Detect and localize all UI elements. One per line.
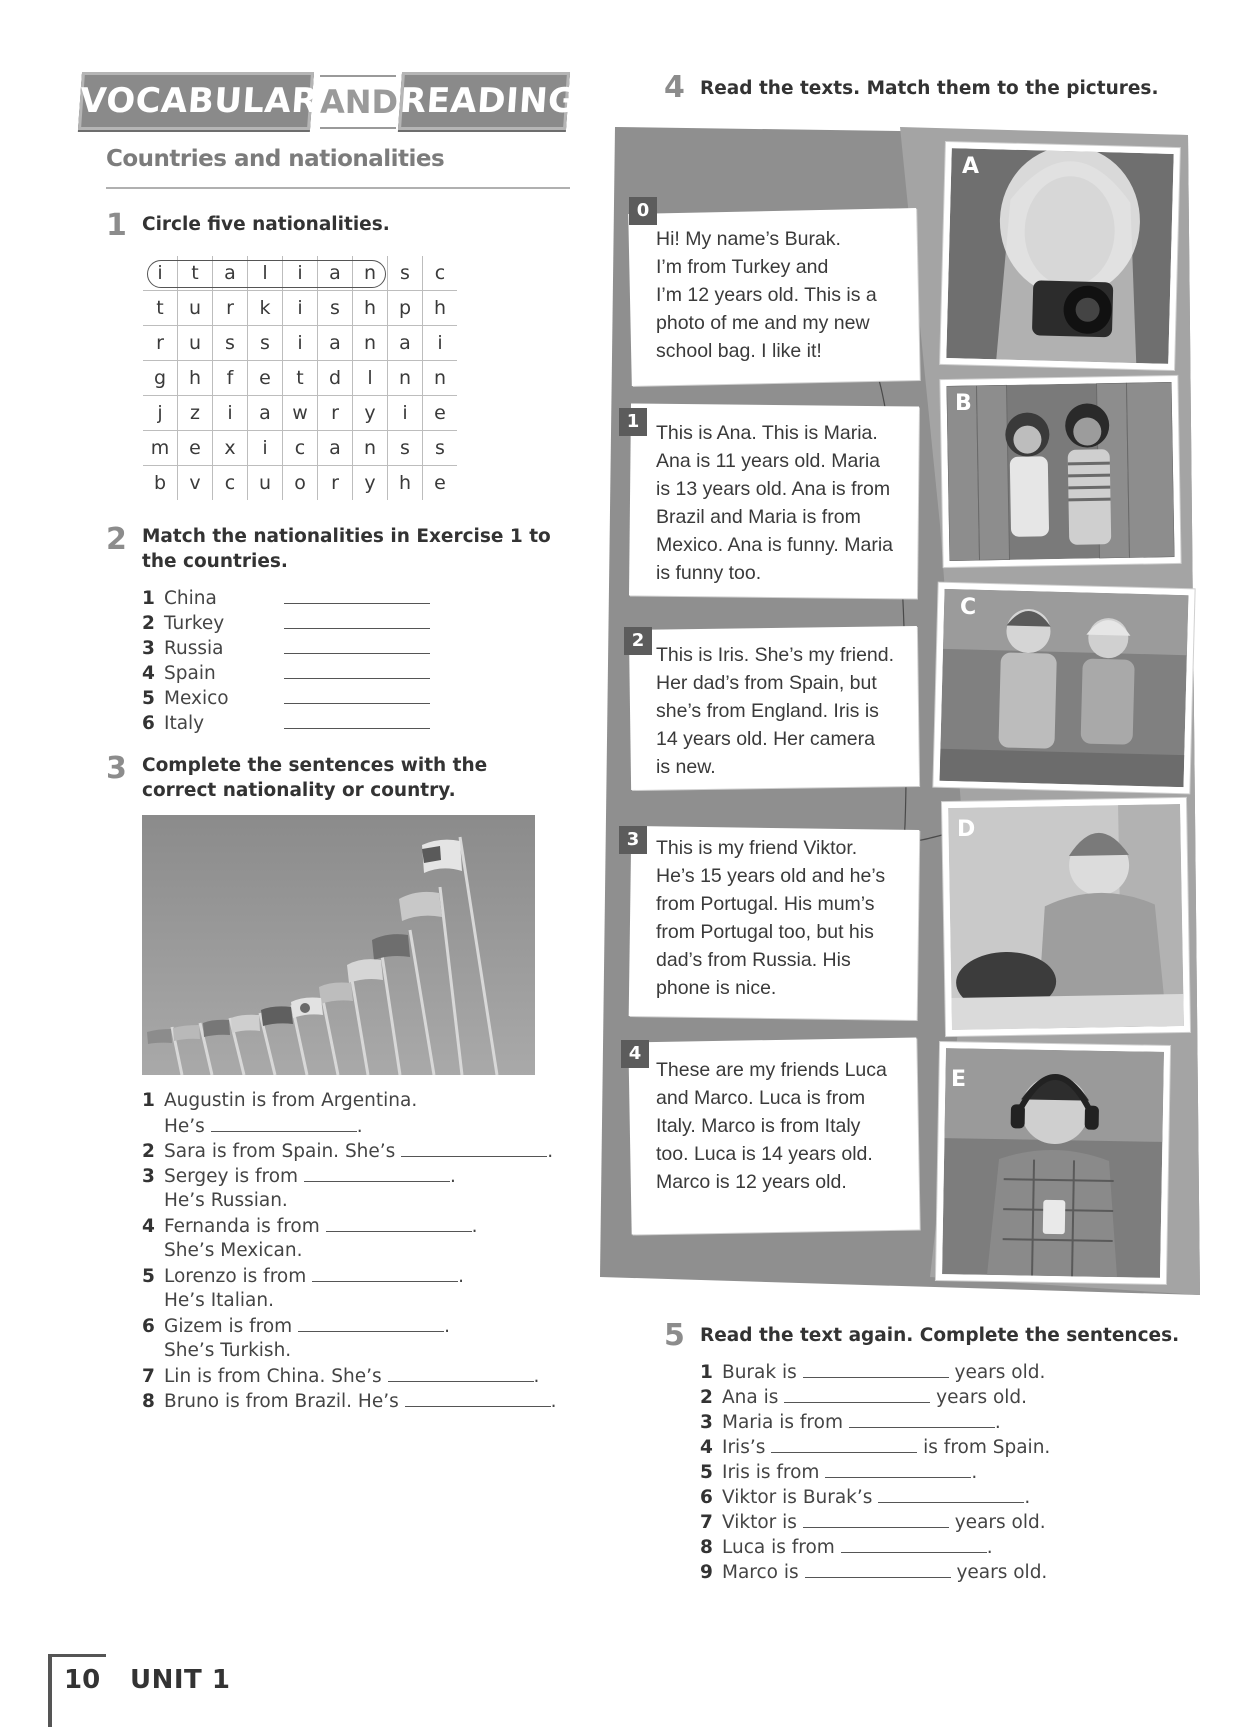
banner-and: AND [320, 75, 396, 129]
item-text-end: years old. [954, 1362, 1046, 1383]
exercise-3-number: 3 [106, 751, 127, 786]
item-number: 4 [700, 1437, 713, 1458]
exercise-4-number: 4 [664, 70, 685, 105]
footer-bar [48, 1654, 52, 1727]
item-number: 5 [142, 688, 155, 709]
answer-blank[interactable] [284, 635, 430, 654]
item-punct: . [471, 1216, 478, 1237]
exercise-3-title: Complete the sentences with the correct nationality or country. [142, 755, 488, 801]
item-text: Burak is [722, 1362, 797, 1383]
grid-cell[interactable]: y [353, 396, 388, 431]
item-punct: . [533, 1366, 540, 1387]
grid-cell[interactable]: i [283, 326, 318, 361]
list-item [700, 1409, 1050, 1434]
item-number: 1 [142, 1090, 155, 1111]
answer-blank[interactable] [803, 1359, 949, 1378]
photo-two-girls [946, 382, 1174, 561]
grid-cell[interactable]: e [434, 472, 446, 494]
photo-girl-camera [946, 148, 1173, 364]
list-item [142, 1313, 557, 1338]
grid-cell[interactable]: s [318, 291, 353, 326]
grid-cell[interactable]: u [248, 466, 283, 501]
picture-d [942, 798, 1190, 1036]
picture-letter: D [957, 817, 976, 842]
grid-cell[interactable]: s [423, 431, 458, 466]
exercise-1-number: 1 [106, 208, 127, 243]
item-text: She’s Turkish. [164, 1340, 292, 1361]
list-item [142, 1138, 557, 1163]
grid-cell[interactable]: r [213, 291, 248, 326]
answer-blank[interactable] [803, 1509, 949, 1528]
footer-rule [48, 1654, 106, 1657]
grid-row [143, 361, 457, 396]
answer-blank[interactable] [304, 1163, 450, 1182]
grid-cell[interactable]: s [213, 326, 248, 361]
exercise-1-title: Circle five nationalities. [142, 214, 390, 235]
grid-cell[interactable]: r [318, 396, 353, 431]
grid-cell[interactable]: e [178, 431, 213, 466]
answer-blank[interactable] [326, 1213, 472, 1232]
answer-blank[interactable] [284, 585, 430, 604]
text-card-body: Hi! My name’s Burak. I’m from Turkey and I’m 12 years old. This is a photo of me and my new school bag. I like it! [656, 228, 877, 362]
exercise-5-number: 5 [664, 1318, 685, 1353]
grid-cell[interactable]: i [388, 396, 423, 431]
item-text: Iris’s [722, 1437, 766, 1458]
grid-row [143, 466, 457, 501]
grid-cell[interactable]: e [248, 361, 283, 396]
grid-cell[interactable]: p [388, 291, 423, 326]
grid-cell[interactable]: t [283, 361, 318, 396]
text-card-body: This is my friend Viktor. He’s 15 years old and he’s from Portugal. His mum’s from Portugal too, but his dad’s from Russia. His phone is nice. [656, 837, 886, 999]
word-search-grid [143, 256, 457, 500]
item-text: Iris is from [722, 1462, 820, 1483]
list-item [142, 660, 430, 685]
grid-cell[interactable]: i [143, 256, 178, 291]
photo-boy-bag [948, 804, 1184, 1030]
picture-b [940, 376, 1180, 567]
banner-vocabulary-label: VOCABULARY [78, 81, 343, 121]
answer-blank[interactable] [849, 1409, 995, 1428]
answer-blank[interactable] [878, 1484, 1024, 1503]
item-number: 6 [700, 1487, 713, 1508]
grid-cell[interactable]: l [353, 361, 388, 396]
grid-row [143, 431, 457, 466]
list-item [142, 1263, 557, 1288]
item-text: He’s Italian. [164, 1290, 274, 1311]
exercise-5-title: Read the text again. Complete the sentences. [700, 1325, 1180, 1346]
grid-cell[interactable]: i [423, 326, 458, 361]
item-number: 6 [142, 713, 155, 734]
item-text-end: . [986, 1537, 993, 1558]
grid-cell[interactable]: i [283, 291, 318, 326]
exercise-2-title: Match the nationalities in Exercise 1 to the countries. [142, 526, 551, 572]
item-punct: . [547, 1141, 554, 1162]
item-country: Turkey [164, 613, 225, 634]
picture-letter: C [960, 595, 977, 620]
grid-cell[interactable]: i [248, 431, 283, 466]
item-number: 7 [142, 1366, 155, 1387]
grid-cell[interactable]: c [213, 466, 248, 501]
grid-cell[interactable]: e [423, 396, 458, 431]
answer-blank[interactable] [298, 1313, 444, 1332]
grid-cell[interactable]: f [213, 361, 248, 396]
banner-reading-label: READING [398, 81, 578, 121]
flags-illustration [142, 815, 535, 1075]
list-item [700, 1509, 1050, 1534]
text-card-body: This is Ana. This is Maria. Ana is 11 years old. Maria is 13 years old. Ana is from Brazil and Maria is from Mexico. Ana is funny. Maria is funny too. [656, 422, 893, 584]
answer-blank[interactable] [284, 710, 430, 729]
grid-cell[interactable]: v [178, 466, 213, 501]
item-text: Viktor is Burak’s [722, 1487, 873, 1508]
answer-blank[interactable] [211, 1113, 357, 1132]
grid-cell[interactable]: h [178, 361, 213, 396]
item-text: Sergey is from [164, 1166, 299, 1187]
answer-blank[interactable] [784, 1384, 930, 1403]
item-text-end: years old. [954, 1512, 1046, 1533]
list-item [142, 585, 430, 610]
unit-label: UNIT 1 [130, 1665, 231, 1695]
item-text: Viktor is [722, 1512, 797, 1533]
item-country: Italy [164, 713, 205, 734]
item-text: He’s [164, 1116, 205, 1137]
text-card-number: 2 [624, 627, 652, 655]
list-item [700, 1359, 1050, 1384]
grid-cell[interactable]: a [248, 396, 283, 431]
grid-cell[interactable]: a [318, 326, 353, 361]
item-text: Marco is [722, 1562, 799, 1583]
list-item [700, 1484, 1050, 1509]
picture-letter: A [962, 154, 980, 179]
answer-blank[interactable] [841, 1534, 987, 1553]
list-item [700, 1534, 1050, 1559]
grid-cell[interactable]: h [353, 291, 388, 326]
answer-blank[interactable] [825, 1459, 971, 1478]
item-punct: . [458, 1266, 465, 1287]
list-item [142, 1188, 557, 1213]
item-text: Augustin is from Argentina. [164, 1090, 418, 1111]
answer-blank[interactable] [405, 1388, 551, 1407]
grid-cell[interactable]: h [388, 466, 423, 501]
circled-word-marker [147, 260, 386, 288]
item-punct: . [449, 1166, 456, 1187]
grid-cell[interactable]: y [353, 466, 388, 501]
grid-cell[interactable]: a [388, 326, 423, 361]
page-number: 10 [64, 1665, 101, 1695]
grid-row [143, 326, 457, 361]
item-text: Ana is [722, 1387, 779, 1408]
list-item [700, 1459, 1050, 1484]
item-number: 8 [700, 1537, 713, 1558]
grid-cell[interactable]: i [213, 396, 248, 431]
item-number: 9 [700, 1562, 713, 1583]
grid-cell[interactable]: u [178, 326, 213, 361]
grid-cell[interactable]: m [143, 431, 178, 466]
item-number: 2 [142, 1141, 155, 1162]
grid-cell[interactable]: i [283, 256, 318, 291]
item-number: 3 [142, 638, 155, 659]
photo-boy-headphones [942, 1048, 1164, 1278]
picture-letter: B [955, 391, 972, 416]
item-text-end: . [971, 1462, 978, 1483]
photo-two-boys [940, 589, 1189, 787]
grid-cell[interactable]: x [213, 431, 248, 466]
grid-cell[interactable]: t [143, 291, 178, 326]
grid-cell[interactable]: b [143, 466, 178, 501]
grid-cell[interactable]: n [388, 361, 423, 396]
list-item [142, 1288, 557, 1313]
exercise-5-list [700, 1359, 1050, 1584]
item-country: China [164, 588, 217, 609]
answer-blank[interactable] [388, 1363, 534, 1382]
text-card-body: This is Iris. She’s my friend. Her dad’s from Spain, but she’s from England. Iris is 14 years old. Her camera is new. [656, 644, 895, 778]
answer-blank[interactable] [284, 660, 430, 679]
item-number: 3 [700, 1412, 713, 1433]
list-item [700, 1384, 1050, 1409]
text-card-number: 3 [619, 826, 647, 854]
item-text: Sara is from Spain. She’s [164, 1141, 396, 1162]
banner-vocabulary [78, 72, 343, 130]
grid-cell[interactable]: t [178, 256, 213, 291]
grid-row [143, 396, 457, 431]
grid-cell[interactable]: c [283, 431, 318, 466]
grid-cell[interactable]: n [423, 361, 458, 396]
item-punct: . [550, 1391, 557, 1412]
list-item [142, 685, 430, 710]
list-item [142, 610, 430, 635]
flags-photo [142, 815, 535, 1075]
grid-cell[interactable]: g [143, 361, 178, 396]
grid-cell[interactable]: u [178, 291, 213, 326]
grid-cell[interactable]: a [318, 256, 353, 291]
item-number: 2 [142, 613, 155, 634]
section-subtitle: Countries and nationalities [106, 146, 445, 172]
grid-cell[interactable]: r [143, 326, 178, 361]
answer-blank[interactable] [284, 685, 430, 704]
item-number: 1 [142, 588, 155, 609]
grid-cell[interactable]: z [178, 396, 213, 431]
picture-e [936, 1042, 1170, 1284]
grid-cell[interactable]: n [353, 431, 388, 466]
item-number: 7 [700, 1512, 713, 1533]
subtitle-divider [106, 187, 570, 189]
exercise-3-list [142, 1088, 557, 1413]
answer-blank[interactable] [805, 1559, 951, 1578]
banner-reading [398, 72, 578, 130]
picture-letter: E [951, 1067, 967, 1092]
grid-cell[interactable]: k [248, 291, 283, 326]
list-item [142, 1088, 557, 1113]
grid-cell[interactable]: o [283, 466, 318, 501]
item-text: She’s Mexican. [164, 1240, 303, 1261]
list-item [142, 1338, 557, 1363]
item-number: 2 [700, 1387, 713, 1408]
item-text: Bruno is from Brazil. He’s [164, 1391, 399, 1412]
grid-cell[interactable]: r [318, 466, 353, 501]
text-card-number: 0 [629, 197, 657, 225]
list-item [142, 1388, 557, 1413]
grid-cell[interactable]: s [388, 431, 423, 466]
item-text-end: years old. [936, 1387, 1028, 1408]
grid-cell[interactable]: a [213, 256, 248, 291]
item-text: Lorenzo is from [164, 1266, 307, 1287]
grid-row [143, 291, 457, 326]
item-country: Mexico [164, 688, 229, 709]
item-country: Russia [164, 638, 224, 659]
item-text-end: . [994, 1412, 1001, 1433]
answer-blank[interactable] [771, 1434, 917, 1453]
grid-cell[interactable]: s [248, 326, 283, 361]
answer-blank[interactable] [401, 1138, 547, 1157]
grid-cell[interactable]: s [388, 256, 423, 291]
list-item [142, 1363, 557, 1388]
item-number: 5 [700, 1462, 713, 1483]
item-punct: . [444, 1316, 450, 1337]
item-number: 4 [142, 663, 155, 684]
item-text: Lin is from China. She’s [164, 1366, 382, 1387]
item-text: He’s Russian. [164, 1190, 288, 1211]
list-item [700, 1434, 1050, 1459]
item-text: Fernanda is from [164, 1216, 320, 1237]
item-text: Maria is from [722, 1412, 843, 1433]
text-card-body: These are my friends Luca and Marco. Luca is from Italy. Marco is from Italy too. Luca is 14 years old. Marco is 12 years old. [656, 1059, 887, 1193]
exercise-2-number: 2 [106, 522, 127, 557]
grid-cell[interactable]: j [143, 396, 178, 431]
list-item [142, 710, 430, 735]
item-text: Luca is from [722, 1537, 835, 1558]
list-item [142, 1163, 557, 1188]
grid-cell[interactable]: c [423, 256, 458, 291]
item-number: 3 [142, 1166, 155, 1187]
item-punct: . [356, 1116, 363, 1137]
item-number: 6 [142, 1316, 155, 1337]
item-number: 5 [142, 1266, 155, 1287]
item-text-end: years old. [956, 1562, 1048, 1583]
grid-cell[interactable]: d [318, 361, 353, 396]
list-item [142, 1238, 557, 1263]
item-country: Spain [164, 663, 216, 684]
grid-cell[interactable]: n [353, 256, 388, 291]
item-text: Gizem is from [164, 1316, 293, 1337]
grid-cell[interactable]: h [423, 291, 458, 326]
text-card-number: 4 [621, 1040, 649, 1068]
item-text-end: . [1024, 1487, 1031, 1508]
item-number: 8 [142, 1391, 155, 1412]
exercise-2-list [142, 585, 430, 735]
answer-blank[interactable] [312, 1263, 458, 1282]
list-item [142, 1213, 557, 1238]
grid-cell[interactable]: a [318, 431, 353, 466]
list-item [142, 1113, 557, 1138]
grid-cell[interactable]: w [283, 396, 318, 431]
text-card-number: 1 [619, 408, 647, 436]
item-number: 1 [700, 1362, 713, 1383]
grid-cell[interactable]: n [353, 326, 388, 361]
grid-cell[interactable]: l [248, 256, 283, 291]
exercise-4-title: Read the texts. Match them to the pictures. [700, 78, 1159, 99]
item-number: 4 [142, 1216, 155, 1237]
answer-blank[interactable] [284, 610, 430, 629]
list-item [700, 1559, 1050, 1584]
item-text-end: is from Spain. [923, 1437, 1051, 1458]
list-item [142, 635, 430, 660]
